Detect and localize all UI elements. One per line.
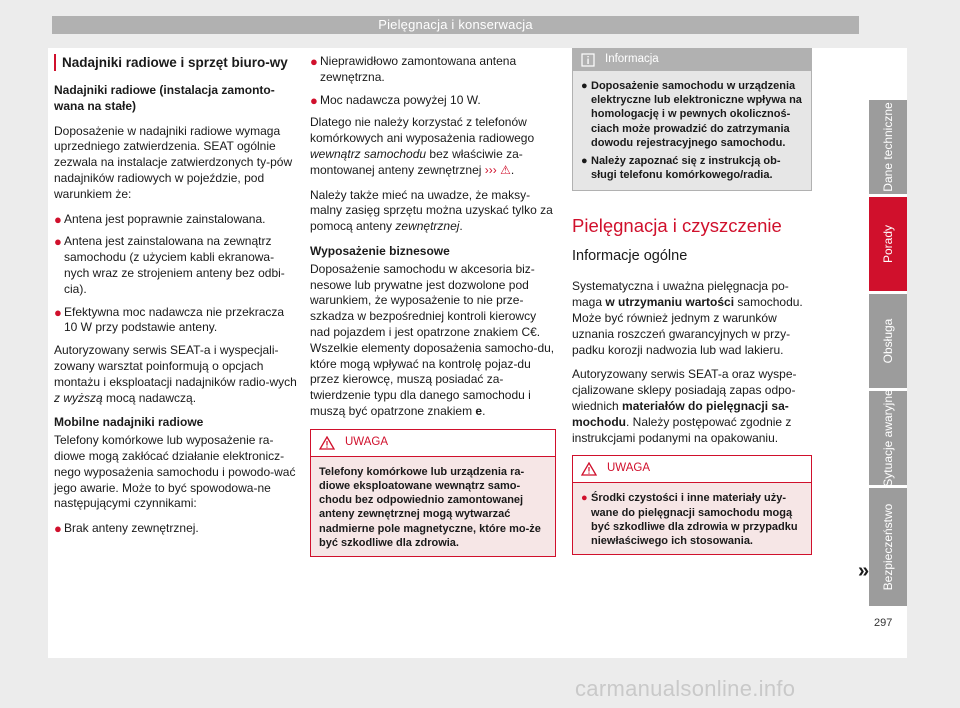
warning-text: Telefony komórkowe lub urządzenia ra-diowe eksploatowane wewnątrz samo-chodu bez odpowiednio zamontowanej anteny zewnętrznej mogą wytwarzać nadmierne pole magnetyczne, które mo-że być szkodliwe dla zdrowia. bbox=[311, 457, 555, 556]
warning-icon: ⚠ bbox=[500, 162, 511, 177]
list-item: ● Antena jest zainstalowana na zewnątrz samochodu (z użyciem kabli ekranowa-nych wraz ze strojeniem anteny bez odbi-cia). bbox=[54, 234, 285, 296]
list-item: ● Środki czystości i inne materiały uży-wane do pielęgnacji samochodu mogą być szkodliwe dla zdrowia w przypadku niewłaściwego ich stosowania. bbox=[581, 492, 798, 547]
list-item: ● Brak anteny zewnętrznej. bbox=[54, 521, 199, 537]
bullet-icon: ● bbox=[54, 304, 62, 320]
bullet-icon: ● bbox=[54, 521, 62, 537]
section-heading: Nadajniki radiowe i sprzęt biuro-wy bbox=[54, 54, 298, 71]
column-1 bbox=[54, 54, 298, 544]
warning-title: UWAGA bbox=[345, 435, 389, 448]
tab-sytuacje-awaryjne[interactable]: Sytuacje awaryjne bbox=[869, 391, 907, 485]
warning-text bbox=[573, 483, 811, 554]
page-number: 297 bbox=[874, 617, 893, 629]
paragraph: Telefony komórkowe lub wyposażenie ra-diowe mogą zakłócać działanie elektronicz-nego wyposażenia samochodu i powodo-wać jego awarie. Może to być spowodowa-ne następującymi czynnikami: bbox=[54, 433, 296, 511]
paragraph: Autoryzowany serwis SEAT-a oraz wyspe-cjalizowane sklepy posiadają zapas odpo-wiednich materiałów do pielęgnacji sa-mochodu. Należy postępować zgodnie z instrukcjami podanymi na opakowaniu. bbox=[572, 367, 797, 445]
e-mark: e bbox=[475, 403, 483, 418]
info-box bbox=[572, 48, 812, 191]
continue-arrow-icon: » bbox=[858, 560, 870, 582]
paragraph: Należy także mieć na uwadze, że maksy-malny zasięg sprzętu można uzyskać tylko za pomocą anteny zewnętrznej. bbox=[310, 187, 553, 234]
paragraph: Doposażenie w nadajniki radiowe wymaga uprzedniego zatwierdzenia. SEAT ogólnie zezwala na instalacje zatwierdzonych ty-pów nadajników radiowych w pojeździe, pod warunkiem że: bbox=[54, 123, 293, 201]
bullet-icon: ● bbox=[310, 54, 318, 69]
list-item: ● Moc nadawcza powyżej 10 W. bbox=[310, 92, 481, 108]
column-3 bbox=[572, 48, 812, 555]
section-title: Pielęgnacja i czyszczenie bbox=[572, 215, 782, 237]
bullet-icon: ● bbox=[581, 492, 588, 505]
list-item: ● Należy zapoznać się z instrukcją ob-sługi telefonu komórkowego/radia. bbox=[581, 155, 781, 182]
list-item: ● Doposażenie samochodu w urządzenia elektryczne lub elektroniczne wpływa na homologację i w pewnych okolicznoś-ciach może prowadzić do zatrzymania dowodu rejestracyjnego samochodu. bbox=[581, 80, 802, 149]
list-item: ● Efektywna moc nadawcza nie przekracza 10 W przy podstawie anteny. bbox=[54, 304, 285, 335]
bullet-icon: ● bbox=[54, 234, 62, 250]
bullet-icon: ● bbox=[581, 80, 588, 92]
paragraph: Systematyczna i uważna pielęgnacja po-maga w utrzymaniu wartości samochodu. Może być również jednym z warunków uznania roszczeń gwarancyjnych w przy-padku korozji nadwozia lub wad lakieru. bbox=[572, 279, 803, 357]
info-header bbox=[573, 49, 811, 71]
info-icon bbox=[581, 53, 595, 67]
warning-icon bbox=[581, 462, 597, 476]
subheading: Wyposażenie biznesowe bbox=[310, 243, 450, 258]
paragraph: Dlatego nie należy korzystać z telefonów komórkowych ani wyposażenia radiowego wewnątrz samochodu bez właściwie za-montowanej anteny zewnętrznej ››› ⚠. bbox=[310, 115, 535, 177]
warning-title: UWAGA bbox=[607, 462, 651, 475]
warning-box bbox=[572, 455, 812, 555]
warning-box bbox=[310, 429, 556, 557]
tab-porady[interactable]: Porady bbox=[869, 197, 907, 291]
bullet-icon: ● bbox=[310, 92, 318, 108]
section-subtitle: Informacje ogólne bbox=[572, 248, 688, 265]
info-text bbox=[573, 71, 811, 190]
tab-bezpieczenstwo[interactable]: Bezpieczeństwo bbox=[869, 488, 907, 606]
warning-header bbox=[311, 430, 555, 457]
info-title: Informacja bbox=[605, 53, 659, 66]
watermark: carmanualsonline.info bbox=[575, 676, 796, 701]
tab-obsluga[interactable]: Obsługa bbox=[869, 294, 907, 388]
chapter-tabs bbox=[869, 100, 907, 609]
list-item: ● Antena jest poprawnie zainstalowana. bbox=[54, 211, 266, 227]
list-item: ● Nieprawidłowo zamontowana antena zewnętrzna. bbox=[310, 54, 517, 84]
bullet-icon: ● bbox=[581, 155, 588, 168]
ce-mark-icon: C€ bbox=[521, 324, 537, 339]
paragraph: Doposażenie samochodu w akcesoria biz-nesowe lub prywatne jest dozwolone pod warunkiem, że wyposażenie to nie prze-szkadza w bezpośredniej kontroli kierowcy nad pojazdem i jest opatrzone znakiem C€. Wszelkie elementy doposażenia samocho-du, które mogą wpływać na kontrolę pojaz-du przez kierowcę, muszą posiadać za-twierdzenie typu dla danego samochodu i muszą być opatrzone znakiem e. bbox=[310, 261, 555, 418]
column-2 bbox=[310, 54, 556, 557]
subheading: Mobilne nadajniki radiowe bbox=[54, 415, 204, 430]
paragraph: Autoryzowany serwis SEAT-a i wyspecjali-zowany warsztat poinformują o opcjach montażu i eksploatacji nadajników radio-wych z wyższą mocą nadawczą. bbox=[54, 343, 297, 405]
page-header: Pielęgnacja i konserwacja bbox=[52, 16, 859, 34]
tab-dane-techniczne[interactable]: Dane techniczne bbox=[869, 100, 907, 194]
bullet-icon: ● bbox=[54, 211, 62, 227]
cross-reference-arrow[interactable]: ››› bbox=[484, 162, 497, 177]
subheading: Nadajniki radiowe (instalacja zamonto-wana na stałe) bbox=[54, 83, 275, 113]
warning-header bbox=[573, 456, 811, 483]
warning-icon bbox=[319, 436, 335, 450]
